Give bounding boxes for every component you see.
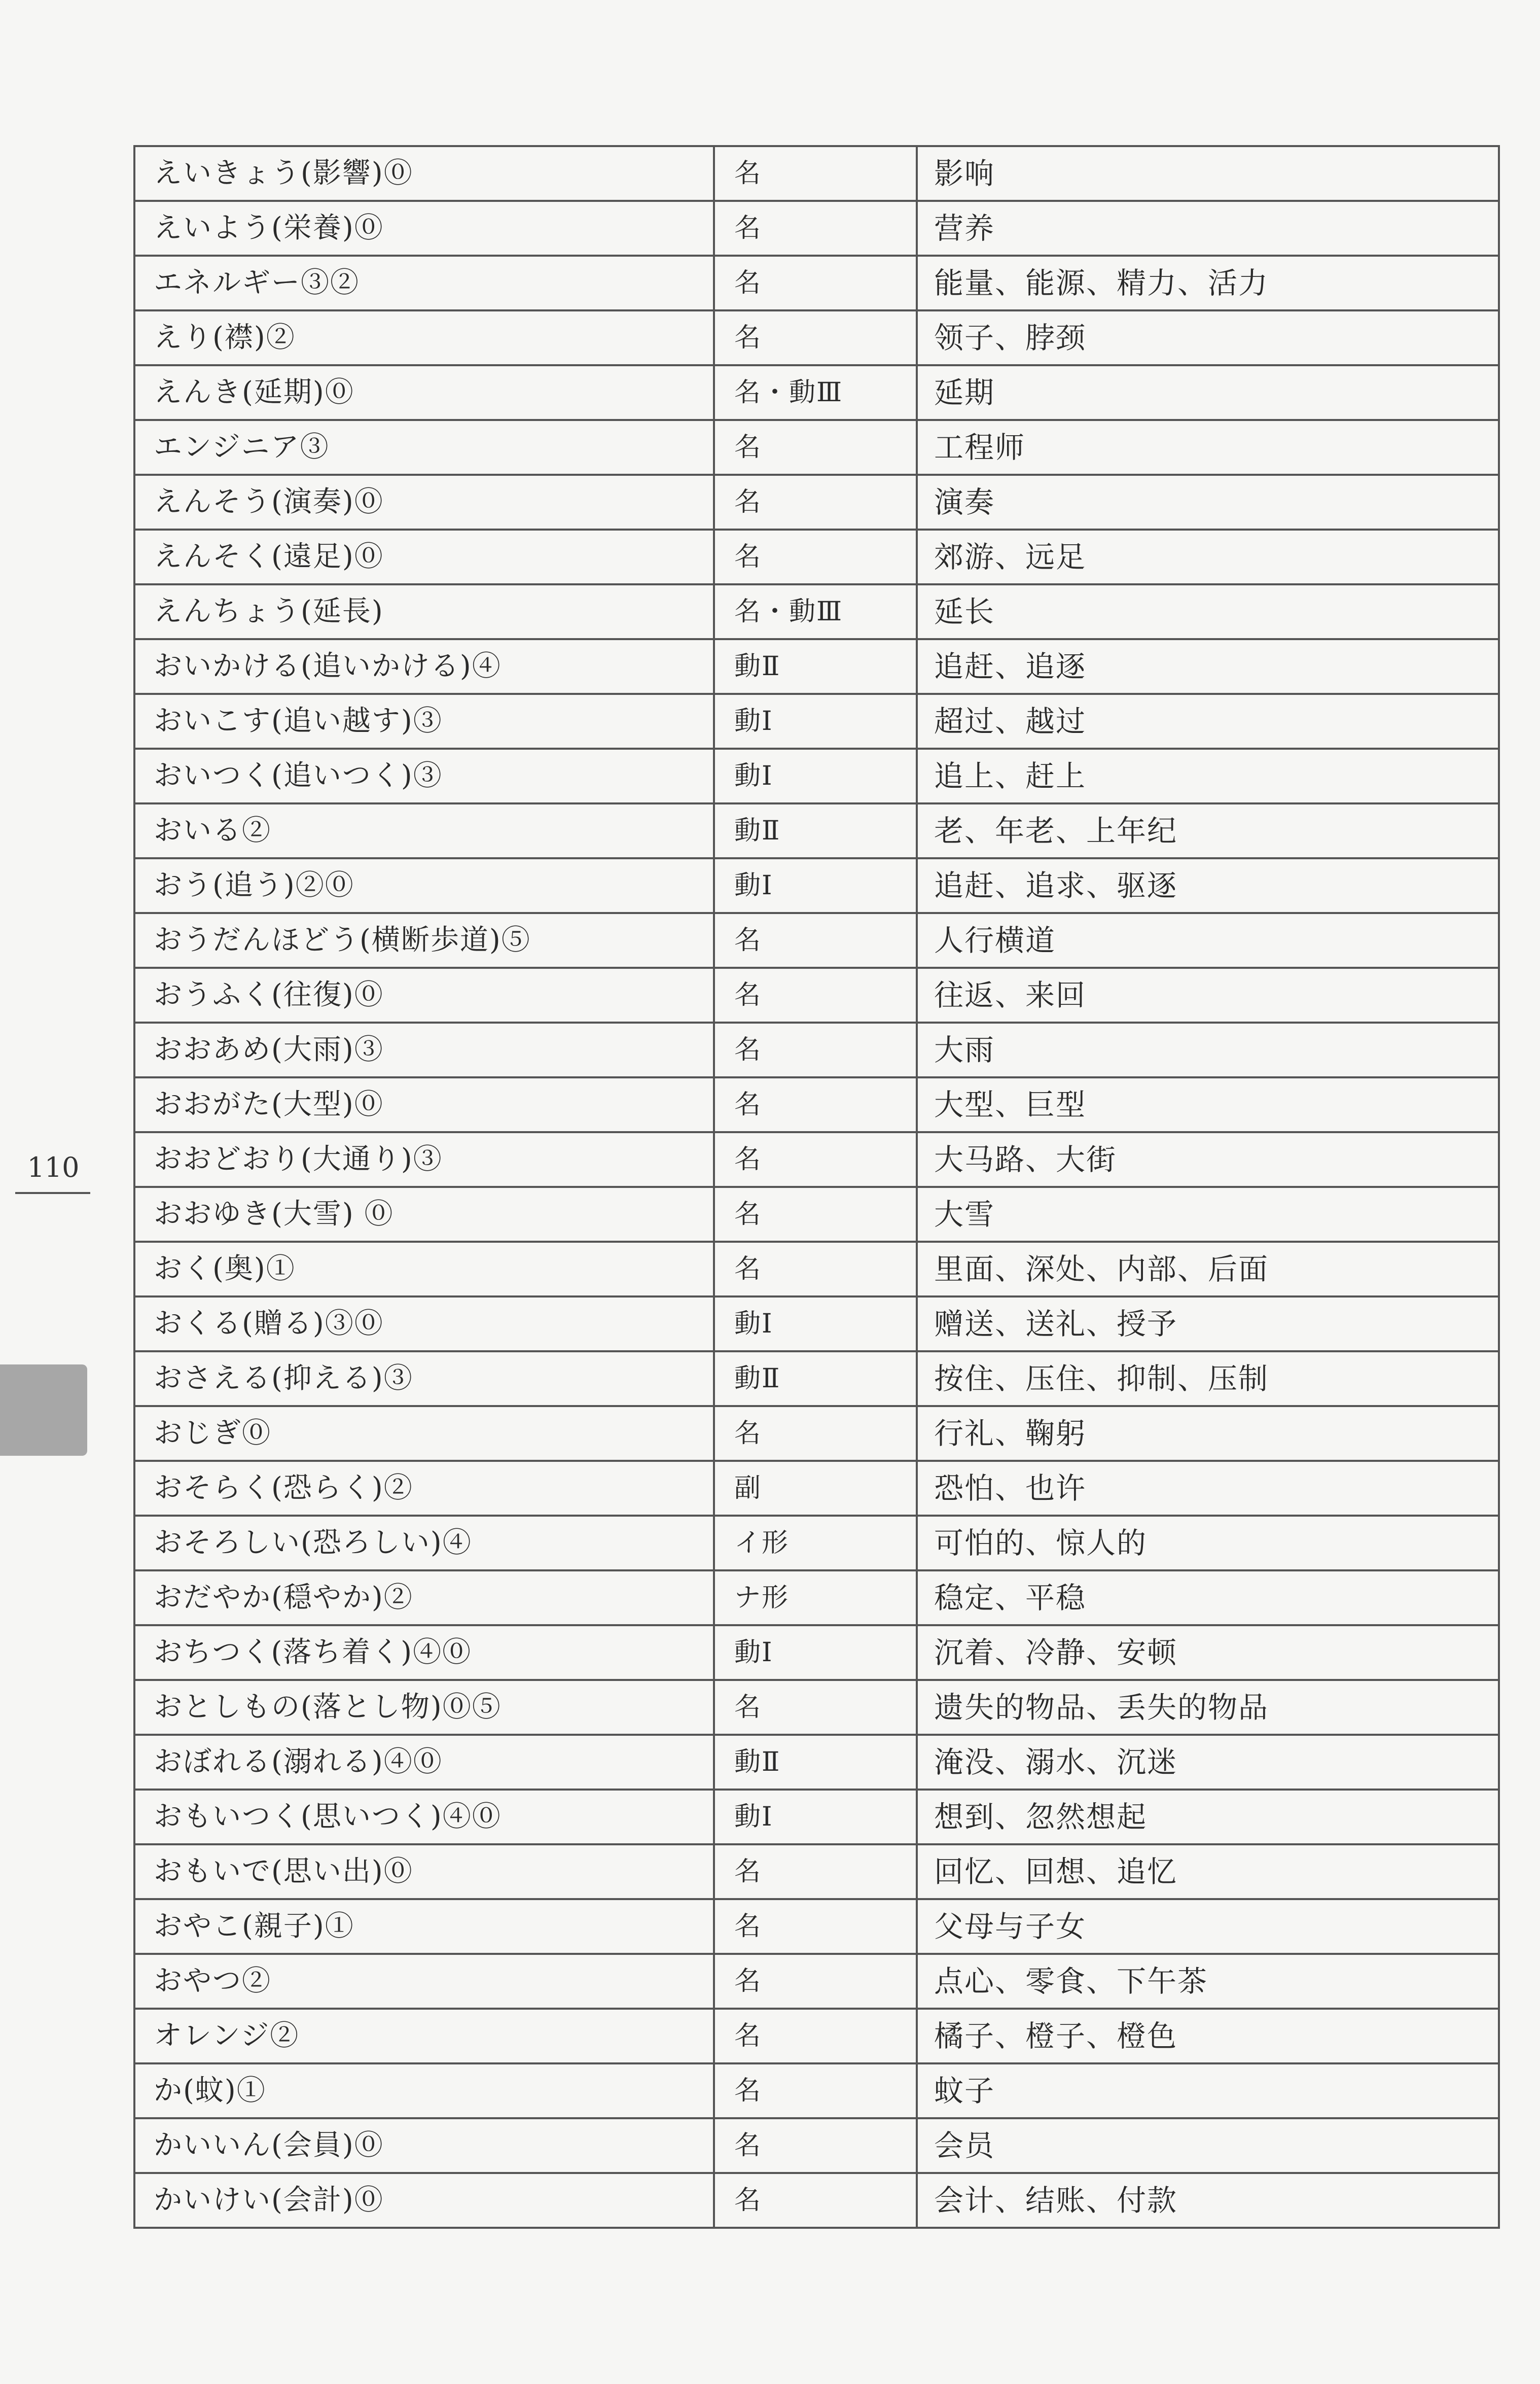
table-row — [134, 1187, 1499, 1242]
table-row — [134, 1077, 1499, 1132]
table-row — [134, 2118, 1499, 2173]
meaning-cell: 营养 — [917, 201, 1499, 256]
part-of-speech-cell: 動Ⅱ — [714, 639, 917, 694]
meaning-cell: 能量、能源、精力、活力 — [917, 256, 1499, 310]
meaning-cell: 往返、来回 — [917, 968, 1499, 1023]
part-of-speech-cell: 名 — [714, 1899, 917, 1954]
part-of-speech-cell: 名 — [714, 2009, 917, 2063]
vocabulary-table — [133, 145, 1500, 2229]
part-of-speech-cell: 動Ⅰ — [714, 1625, 917, 1680]
meaning-cell: 超过、越过 — [917, 694, 1499, 749]
meaning-cell: 人行横道 — [917, 913, 1499, 968]
table-row — [134, 146, 1499, 201]
table-row — [134, 1516, 1499, 1570]
table-row — [134, 1899, 1499, 1954]
meaning-cell: 大雨 — [917, 1023, 1499, 1077]
table-row — [134, 1680, 1499, 1735]
meaning-cell: 追赶、追求、驱逐 — [917, 858, 1499, 913]
word-cell: えんそう(演奏)⓪ — [134, 475, 714, 530]
table-row — [134, 913, 1499, 968]
part-of-speech-cell: 名 — [714, 1680, 917, 1735]
word-cell: おおあめ(大雨)③ — [134, 1023, 714, 1077]
part-of-speech-cell: 名 — [714, 1242, 917, 1296]
table-row — [134, 1242, 1499, 1296]
table-row — [134, 1570, 1499, 1625]
word-cell: おうだんほどう(横断歩道)⑤ — [134, 913, 714, 968]
table-row — [134, 1625, 1499, 1680]
word-cell: エンジニア③ — [134, 420, 714, 475]
word-cell: か(蚊)① — [134, 2063, 714, 2118]
table-row — [134, 1735, 1499, 1790]
meaning-cell: 会员 — [917, 2118, 1499, 2173]
meaning-cell: 父母与子女 — [917, 1899, 1499, 1954]
table-row — [134, 584, 1499, 639]
word-cell: えんき(延期)⓪ — [134, 365, 714, 420]
side-thumb-tab — [0, 1364, 87, 1456]
table-row — [134, 310, 1499, 365]
word-cell: えり(襟)② — [134, 310, 714, 365]
meaning-cell: 大雪 — [917, 1187, 1499, 1242]
meaning-cell: 大型、巨型 — [917, 1077, 1499, 1132]
table-row — [134, 1296, 1499, 1351]
part-of-speech-cell: 名 — [714, 475, 917, 530]
vocabulary-table-body — [134, 146, 1499, 2228]
word-cell: おいこす(追い越す)③ — [134, 694, 714, 749]
part-of-speech-cell: 動Ⅱ — [714, 1351, 917, 1406]
meaning-cell: 郊游、远足 — [917, 530, 1499, 584]
word-cell: えんちょう(延長) — [134, 584, 714, 639]
meaning-cell: 演奏 — [917, 475, 1499, 530]
meaning-cell: 淹没、溺水、沉迷 — [917, 1735, 1499, 1790]
table-row — [134, 420, 1499, 475]
word-cell: おとしもの(落とし物)⓪⑤ — [134, 1680, 714, 1735]
meaning-cell: 稳定、平稳 — [917, 1570, 1499, 1625]
part-of-speech-cell: 名 — [714, 420, 917, 475]
part-of-speech-cell: 名 — [714, 1187, 917, 1242]
word-cell: おぼれる(溺れる)④⓪ — [134, 1735, 714, 1790]
part-of-speech-cell: 名 — [714, 1844, 917, 1899]
table-row — [134, 968, 1499, 1023]
table-row — [134, 475, 1499, 530]
meaning-cell: 追上、赶上 — [917, 749, 1499, 803]
part-of-speech-cell: 動Ⅰ — [714, 858, 917, 913]
word-cell: オレンジ② — [134, 2009, 714, 2063]
word-cell: おうふく(往復)⓪ — [134, 968, 714, 1023]
table-row — [134, 256, 1499, 310]
word-cell: エネルギー③② — [134, 256, 714, 310]
table-row — [134, 530, 1499, 584]
part-of-speech-cell: 名 — [714, 2118, 917, 2173]
word-cell: おさえる(抑える)③ — [134, 1351, 714, 1406]
meaning-cell: 影响 — [917, 146, 1499, 201]
table-row — [134, 1844, 1499, 1899]
word-cell: おくる(贈る)③⓪ — [134, 1296, 714, 1351]
word-cell: おじぎ⓪ — [134, 1406, 714, 1461]
meaning-cell: 大马路、大街 — [917, 1132, 1499, 1187]
meaning-cell: 会计、结账、付款 — [917, 2173, 1499, 2228]
part-of-speech-cell: 名 — [714, 2063, 917, 2118]
meaning-cell: 老、年老、上年纪 — [917, 803, 1499, 858]
word-cell: おく(奥)① — [134, 1242, 714, 1296]
table-row — [134, 858, 1499, 913]
part-of-speech-cell: 名 — [714, 913, 917, 968]
word-cell: えいきょう(影響)⓪ — [134, 146, 714, 201]
part-of-speech-cell: 名 — [714, 530, 917, 584]
meaning-cell: 沉着、冷静、安顿 — [917, 1625, 1499, 1680]
word-cell: おだやか(穏やか)② — [134, 1570, 714, 1625]
table-row — [134, 639, 1499, 694]
page-number-rule — [15, 1192, 90, 1194]
table-row — [134, 1406, 1499, 1461]
word-cell: おおがた(大型)⓪ — [134, 1077, 714, 1132]
part-of-speech-cell: 名 — [714, 1954, 917, 2009]
word-cell: おやこ(親子)① — [134, 1899, 714, 1954]
meaning-cell: 延期 — [917, 365, 1499, 420]
meaning-cell: 橘子、橙子、橙色 — [917, 2009, 1499, 2063]
meaning-cell: 恐怕、也许 — [917, 1461, 1499, 1516]
meaning-cell: 行礼、鞠躬 — [917, 1406, 1499, 1461]
meaning-cell: 工程师 — [917, 420, 1499, 475]
part-of-speech-cell: 名 — [714, 201, 917, 256]
part-of-speech-cell: 動Ⅰ — [714, 694, 917, 749]
word-cell: えいよう(栄養)⓪ — [134, 201, 714, 256]
word-cell: かいけい(会計)⓪ — [134, 2173, 714, 2228]
word-cell: かいいん(会員)⓪ — [134, 2118, 714, 2173]
table-row — [134, 2009, 1499, 2063]
word-cell: おそろしい(恐ろしい)④ — [134, 1516, 714, 1570]
part-of-speech-cell: 動Ⅱ — [714, 803, 917, 858]
part-of-speech-cell: 名・動Ⅲ — [714, 365, 917, 420]
word-cell: おそらく(恐らく)② — [134, 1461, 714, 1516]
meaning-cell: 可怕的、惊人的 — [917, 1516, 1499, 1570]
part-of-speech-cell: 名 — [714, 1132, 917, 1187]
table-row — [134, 694, 1499, 749]
word-cell: おもいで(思い出)⓪ — [134, 1844, 714, 1899]
meaning-cell: 延长 — [917, 584, 1499, 639]
part-of-speech-cell: 動Ⅰ — [714, 1790, 917, 1844]
meaning-cell: 追赶、追逐 — [917, 639, 1499, 694]
table-row — [134, 803, 1499, 858]
page-number: 110 — [27, 1151, 80, 1183]
table-row — [134, 201, 1499, 256]
part-of-speech-cell: 動Ⅰ — [714, 1296, 917, 1351]
meaning-cell: 想到、忽然想起 — [917, 1790, 1499, 1844]
word-cell: おもいつく(思いつく)④⓪ — [134, 1790, 714, 1844]
table-row — [134, 1790, 1499, 1844]
table-row — [134, 749, 1499, 803]
meaning-cell: 点心、零食、下午茶 — [917, 1954, 1499, 2009]
part-of-speech-cell: 名 — [714, 146, 917, 201]
table-row — [134, 1461, 1499, 1516]
part-of-speech-cell: 動Ⅱ — [714, 1735, 917, 1790]
table-row — [134, 365, 1499, 420]
part-of-speech-cell: イ形 — [714, 1516, 917, 1570]
word-cell: おいかける(追いかける)④ — [134, 639, 714, 694]
part-of-speech-cell: 名・動Ⅲ — [714, 584, 917, 639]
word-cell: おちつく(落ち着く)④⓪ — [134, 1625, 714, 1680]
word-cell: おう(追う)②⓪ — [134, 858, 714, 913]
table-row — [134, 2173, 1499, 2228]
meaning-cell: 回忆、回想、追忆 — [917, 1844, 1499, 1899]
table-row — [134, 1023, 1499, 1077]
word-cell: おおゆき(大雪) ⓪ — [134, 1187, 714, 1242]
part-of-speech-cell: 名 — [714, 310, 917, 365]
table-row — [134, 1351, 1499, 1406]
meaning-cell: 遗失的物品、丢失的物品 — [917, 1680, 1499, 1735]
part-of-speech-cell: 名 — [714, 256, 917, 310]
word-cell: おいる② — [134, 803, 714, 858]
table-row — [134, 1132, 1499, 1187]
meaning-cell: 按住、压住、抑制、压制 — [917, 1351, 1499, 1406]
meaning-cell: 里面、深处、内部、后面 — [917, 1242, 1499, 1296]
word-cell: おやつ② — [134, 1954, 714, 2009]
part-of-speech-cell: ナ形 — [714, 1570, 917, 1625]
part-of-speech-cell: 名 — [714, 1406, 917, 1461]
meaning-cell: 蚊子 — [917, 2063, 1499, 2118]
word-cell: おおどおり(大通り)③ — [134, 1132, 714, 1187]
meaning-cell: 领子、脖颈 — [917, 310, 1499, 365]
part-of-speech-cell: 名 — [714, 2173, 917, 2228]
meaning-cell: 赠送、送礼、授予 — [917, 1296, 1499, 1351]
part-of-speech-cell: 副 — [714, 1461, 917, 1516]
table-row — [134, 2063, 1499, 2118]
word-cell: おいつく(追いつく)③ — [134, 749, 714, 803]
part-of-speech-cell: 名 — [714, 1023, 917, 1077]
part-of-speech-cell: 名 — [714, 1077, 917, 1132]
part-of-speech-cell: 名 — [714, 968, 917, 1023]
word-cell: えんそく(遠足)⓪ — [134, 530, 714, 584]
part-of-speech-cell: 動Ⅰ — [714, 749, 917, 803]
table-row — [134, 1954, 1499, 2009]
